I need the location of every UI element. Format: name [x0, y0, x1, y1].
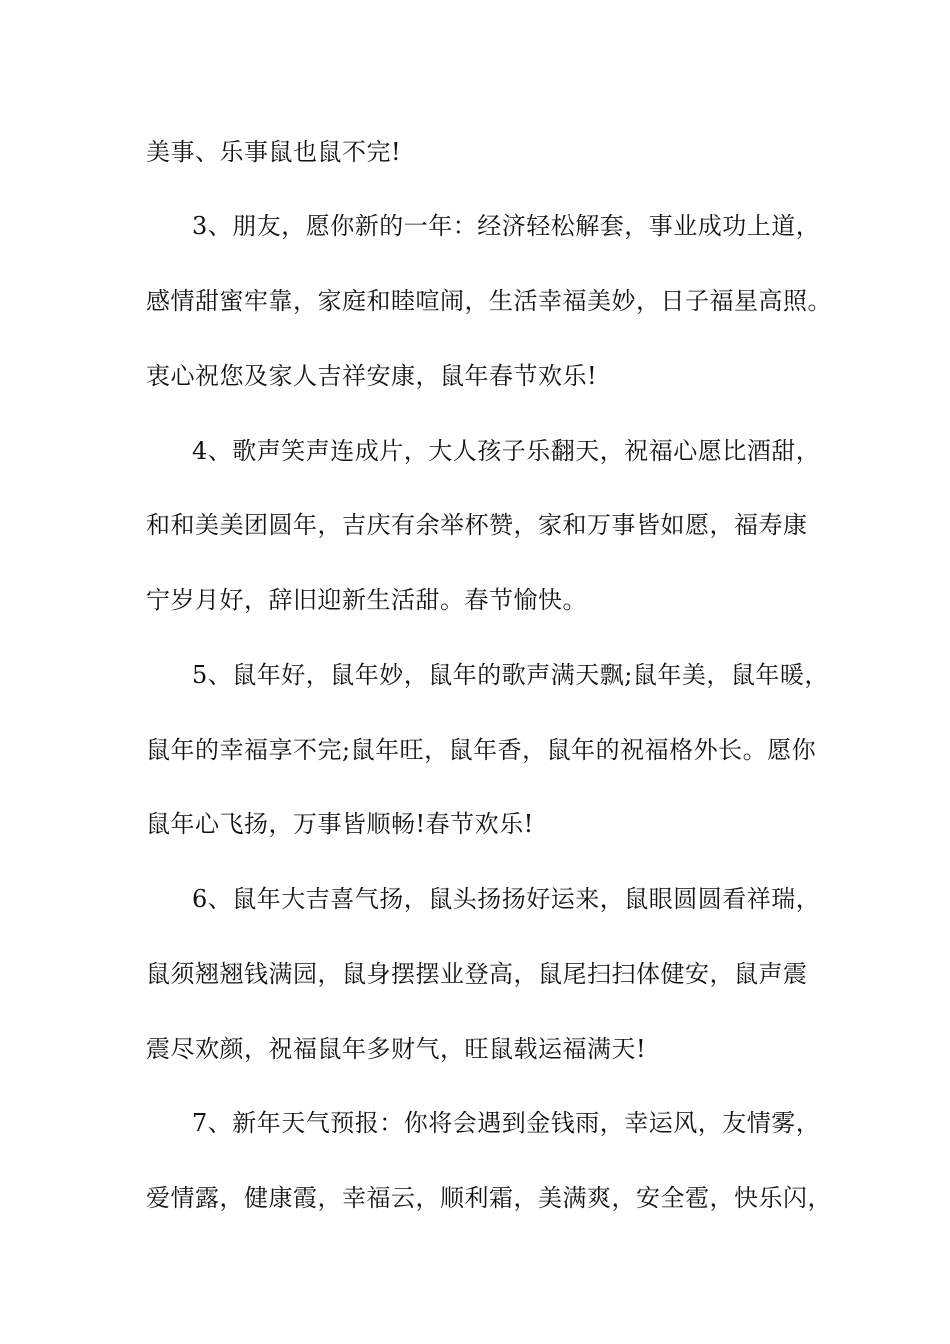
- text-line: 鼠年的幸福享不完;鼠年旺，鼠年香，鼠年的祝福格外长。愿你: [146, 736, 817, 764]
- text-line: 3、朋友，愿你新的一年：经济轻松解套，事业成功上道，: [192, 212, 821, 240]
- text-line: 美事、乐事鼠也鼠不完!: [146, 138, 402, 166]
- text-line: 爱情露，健康霞，幸福云，顺利霜，美满爽，安全雹，快乐闪，: [146, 1184, 832, 1212]
- text-line: 6、鼠年大吉喜气扬，鼠头扬扬好运来，鼠眼圆圆看祥瑞，: [192, 885, 821, 913]
- text-line: 宁岁月好，辞旧迎新生活甜。春节愉快。: [146, 586, 587, 614]
- text-line: 鼠年心飞扬，万事皆顺畅!春节欢乐!: [146, 810, 534, 838]
- text-line: 7、新年天气预报：你将会遇到金钱雨，幸运风，友情雾，: [192, 1109, 821, 1137]
- text-line: 4、歌声笑声连成片，大人孩子乐翻天，祝福心愿比酒甜，: [192, 437, 821, 465]
- text-line: 和和美美团圆年，吉庆有余举杯赞，家和万事皆如愿，福寿康: [146, 511, 808, 539]
- text-line: 感情甜蜜牢靠，家庭和睦喧闹，生活幸福美妙，日子福星高照。: [146, 287, 832, 315]
- text-line: 衷心祝您及家人吉祥安康，鼠年春节欢乐!: [146, 362, 598, 390]
- text-line: 鼠须翘翘钱满园，鼠身摆摆业登高，鼠尾扫扫体健安，鼠声震: [146, 960, 808, 988]
- text-line: 5、鼠年好，鼠年妙，鼠年的歌声满天飘;鼠年美，鼠年暖，: [192, 661, 829, 689]
- text-line: 震尽欢颜，祝福鼠年多财气，旺鼠载运福满天!: [146, 1035, 647, 1063]
